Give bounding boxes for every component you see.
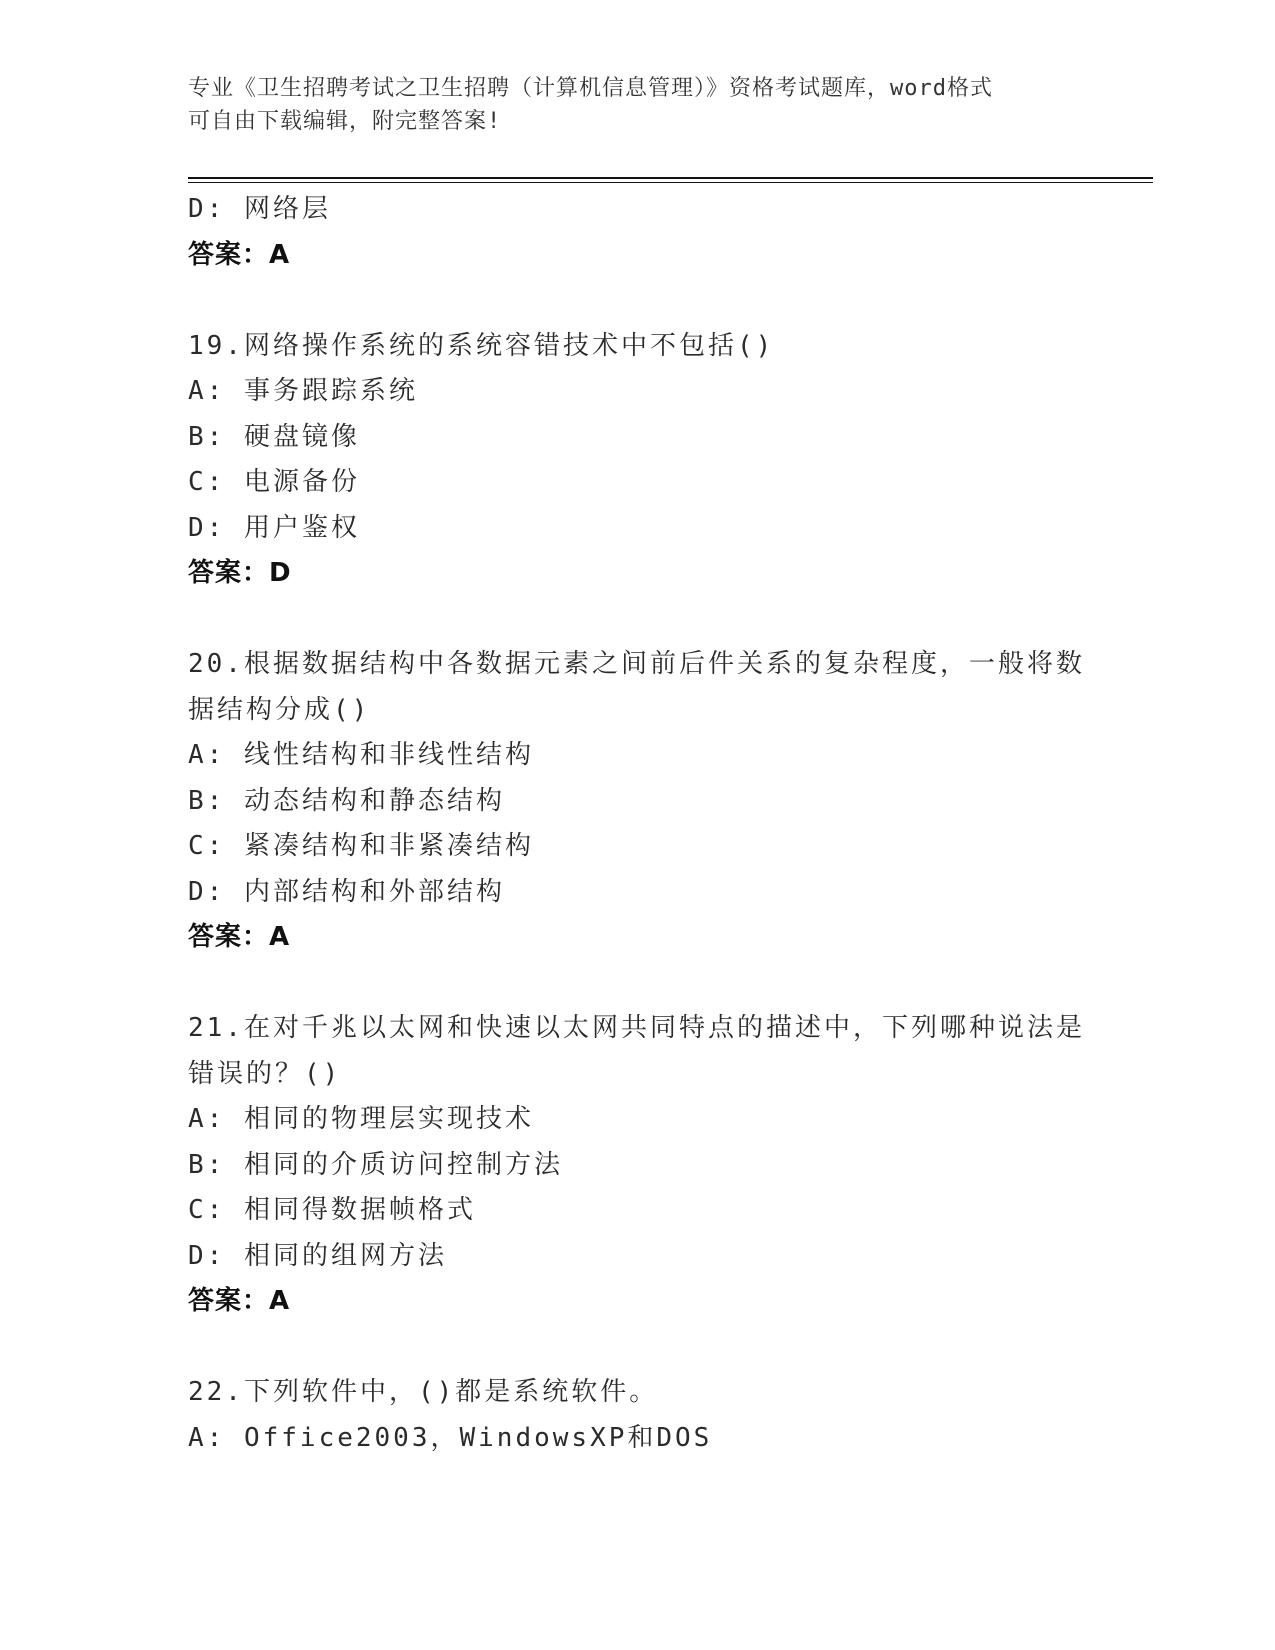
spacer — [188, 597, 1088, 643]
spacer — [188, 961, 1088, 1007]
q21-option-b: B: 相同的介质访问控制方法 — [188, 1149, 563, 1180]
q20-option-d: D: 内部结构和外部结构 — [188, 876, 505, 907]
q21-answer: 答案：A — [188, 1286, 291, 1316]
q22-option-a: A: Office2003，WindowsXP和DOS — [188, 1422, 713, 1453]
prev-option-d: D: 网络层 — [188, 194, 331, 224]
q19-option-c: C: 电源备份 — [188, 467, 360, 497]
q21-stem-line-1: 21.在对千兆以太网和快速以太网共同特点的描述中，下列哪种说法是 — [188, 1013, 1085, 1043]
header-rule-thin — [188, 182, 1153, 183]
q20-option-c: C: 紧凑结构和非紧凑结构 — [188, 831, 534, 861]
q19-option-b: B: 硬盘镜像 — [188, 421, 360, 452]
q20-stem-line-2: 据结构分成() — [188, 694, 371, 725]
spacer — [188, 1325, 1088, 1371]
q21-option-c: C: 相同得数据帧格式 — [188, 1195, 476, 1225]
header-line-2: 可自由下载编辑，附完整答案! — [188, 109, 502, 134]
q20-option-b: B: 动态结构和静态结构 — [188, 785, 505, 816]
q21-option-d: D: 相同的组网方法 — [188, 1240, 447, 1271]
q22-stem: 22.下列软件中，()都是系统软件。 — [188, 1377, 659, 1407]
spacer — [188, 278, 1088, 324]
q19-stem: 19.网络操作系统的系统容错技术中不包括() — [188, 330, 775, 361]
document-header — [188, 72, 1088, 138]
q19-option-a: A: 事务跟踪系统 — [188, 376, 418, 406]
q19-answer: 答案：D — [188, 558, 292, 588]
q21-stem-line-2: 错误的？() — [188, 1058, 342, 1089]
q19-option-d: D: 用户鉴权 — [188, 512, 360, 543]
q20-answer: 答案：A — [188, 922, 291, 952]
q21-option-a: A: 相同的物理层实现技术 — [188, 1104, 534, 1134]
header-line-1: 专业《卫生招聘考试之卫生招聘（计算机信息管理）》资格考试题库，word格式 — [188, 76, 993, 101]
prev-answer: 答案：A — [188, 239, 291, 270]
q20-stem-line-1: 20.根据数据结构中各数据元素之间前后件关系的复杂程度，一般将数 — [188, 649, 1085, 679]
question-list — [188, 187, 1088, 1461]
q20-option-a: A: 线性结构和非线性结构 — [188, 740, 534, 770]
header-rule-thick — [188, 177, 1153, 179]
